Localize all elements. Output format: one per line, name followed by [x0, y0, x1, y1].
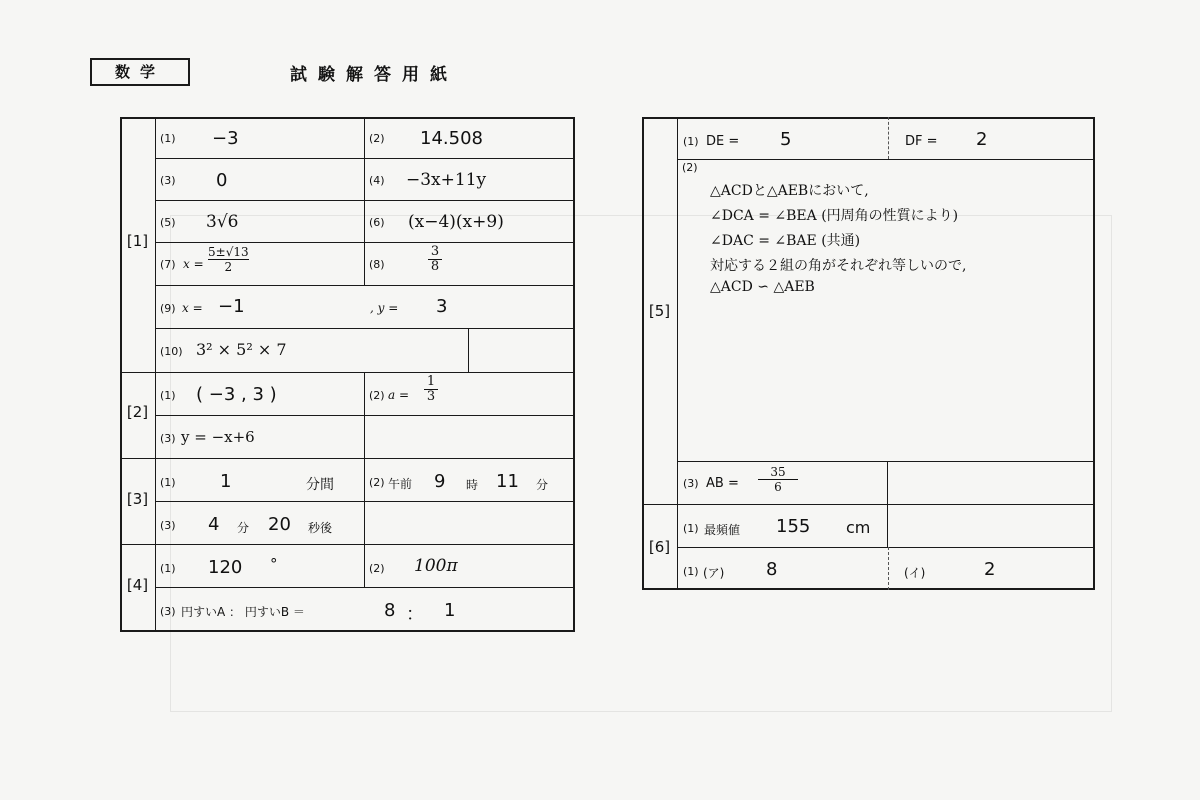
q1-4-num: (4) [369, 174, 385, 187]
q1-8-numerator: 3 [430, 244, 440, 259]
q1-5-num: (5) [160, 216, 176, 229]
q3-2-pre: 午前 [388, 477, 413, 491]
q2-1-num: (1) [160, 389, 176, 402]
q1-1-num: (1) [160, 132, 176, 145]
q1-3-answer: 0 [216, 170, 228, 191]
q6-2-b-value: 2 [984, 559, 996, 580]
q5-1-de-value: 5 [780, 129, 792, 150]
q5-3-fraction [758, 465, 798, 494]
q3-2-hour: 9 [434, 471, 446, 492]
q5-2-line-5: △ACD ∽ △AEB [710, 279, 815, 295]
q6-1-value: 155 [776, 516, 811, 537]
q4-3-text: 円すいA ： 円すいB ＝ [181, 605, 305, 619]
q5-3-label: AB = [706, 476, 739, 491]
q1-6-num: (6) [369, 216, 385, 229]
q3-2-hour-unit: 時 [466, 478, 479, 492]
q3-3-seconds: 20 [268, 514, 291, 535]
q3-2-minute: 11 [496, 471, 519, 492]
q5-3-denominator: 6 [774, 480, 782, 494]
q1-label: [1] [126, 232, 149, 250]
q2-1-answer: ( −3 , 3 ) [196, 384, 277, 405]
q4-3-ratio-a: 8 [384, 600, 396, 621]
q6-2-a-value: 8 [766, 559, 778, 580]
page-title: 試験解答用紙 [290, 65, 458, 85]
q4-2-answer: 100π [414, 556, 458, 576]
q4-3-colon: ： [406, 604, 424, 625]
subject-label: 数学 [114, 63, 165, 81]
q5-2-line-1: △ACDと△AEBにおいて, [710, 183, 869, 199]
q1-7-prefix: x = [183, 257, 204, 271]
q3-2-minute-unit: 分 [536, 478, 549, 492]
q4-label: [4] [126, 576, 149, 594]
q1-10-answer: 3² × 5² × 7 [196, 340, 287, 359]
q2-3-num: (3) [160, 432, 176, 445]
q2-2-num: (2) [369, 389, 385, 402]
q1-1-answer: −3 [212, 128, 239, 149]
q1-3-num: (3) [160, 174, 176, 187]
q1-9-x-prefix: x = [182, 301, 203, 315]
q5-label: [5] [648, 302, 671, 320]
q5-2-line-4: 対応する２組の角がそれぞれ等しいので, [710, 258, 967, 274]
q6-label: [6] [648, 538, 671, 556]
q2-3-answer: y = −x+6 [181, 428, 255, 446]
q4-3-ratio-b: 1 [444, 600, 456, 621]
q2-2-denominator: 3 [426, 389, 436, 404]
q4-2-num: (2) [369, 562, 385, 575]
q3-1-num: (1) [160, 476, 176, 489]
q3-3-minutes: 4 [208, 514, 220, 535]
q1-2-answer: 14.508 [420, 128, 483, 149]
q4-1-unit: ° [270, 555, 278, 573]
q1-7-denominator: 2 [224, 260, 233, 274]
q6-2-a-label: (ア) [703, 566, 725, 580]
q1-4-answer: −3x+11y [406, 170, 487, 190]
q5-1-de-label: DE = [706, 134, 740, 149]
q3-3-sec-unit: 秒後 [308, 521, 333, 535]
q5-2-num: (2) [682, 161, 698, 174]
q1-8-fraction [428, 245, 442, 274]
q2-2-fraction [424, 375, 438, 404]
q2-2-numerator: 1 [426, 374, 436, 389]
q3-2-num: (2) [369, 476, 385, 489]
q5-2-line-2: ∠DCA = ∠BEA (円周角の性質により) [710, 208, 959, 224]
q6-1-label: 最頻値 [704, 523, 741, 537]
q1-8-denominator: 8 [430, 259, 440, 274]
subject-box [90, 58, 190, 86]
q1-9-y-value: 3 [436, 296, 448, 317]
q2-2-prefix: a = [388, 388, 410, 402]
left-answer-frame [120, 117, 575, 632]
q1-9-y-prefix: , y = [370, 301, 399, 315]
q4-1-num: (1) [160, 562, 176, 575]
q5-1-df-label: DF = [905, 134, 938, 149]
q5-3-numerator: 35 [770, 465, 786, 479]
q2-label: [2] [126, 403, 149, 421]
q5-3-num: (3) [683, 477, 699, 490]
q6-2-num: (1) [683, 565, 699, 578]
q3-3-num: (3) [160, 519, 176, 532]
q3-3-min-unit: 分 [237, 521, 250, 535]
q1-9-x-value: −1 [218, 296, 245, 317]
q1-8-num: (8) [369, 258, 385, 271]
q3-label: [3] [126, 490, 149, 508]
q1-7-numerator: 5±√13 [208, 245, 249, 259]
q3-1-unit: 分間 [306, 477, 334, 493]
q6-2-b-label: (イ) [904, 566, 926, 580]
q1-6-answer: (x−4)(x+9) [408, 212, 504, 232]
q6-1-num: (1) [683, 522, 699, 535]
q1-7-num: (7) [160, 258, 176, 271]
q4-1-value: 120 [208, 557, 243, 578]
q3-1-value: 1 [220, 471, 232, 492]
q1-5-answer: 3√6 [206, 212, 239, 232]
q1-9-num: (9) [160, 302, 176, 315]
q4-3-num: (3) [160, 605, 176, 618]
q5-2-line-3: ∠DAC = ∠BAE (共通) [710, 233, 861, 249]
q6-1-unit: cm [846, 518, 871, 537]
q1-10-num: (10) [160, 345, 183, 358]
q1-2-num: (2) [369, 132, 385, 145]
q5-1-num: (1) [683, 135, 699, 148]
q1-7-fraction [208, 245, 249, 274]
q5-1-df-value: 2 [976, 129, 988, 150]
